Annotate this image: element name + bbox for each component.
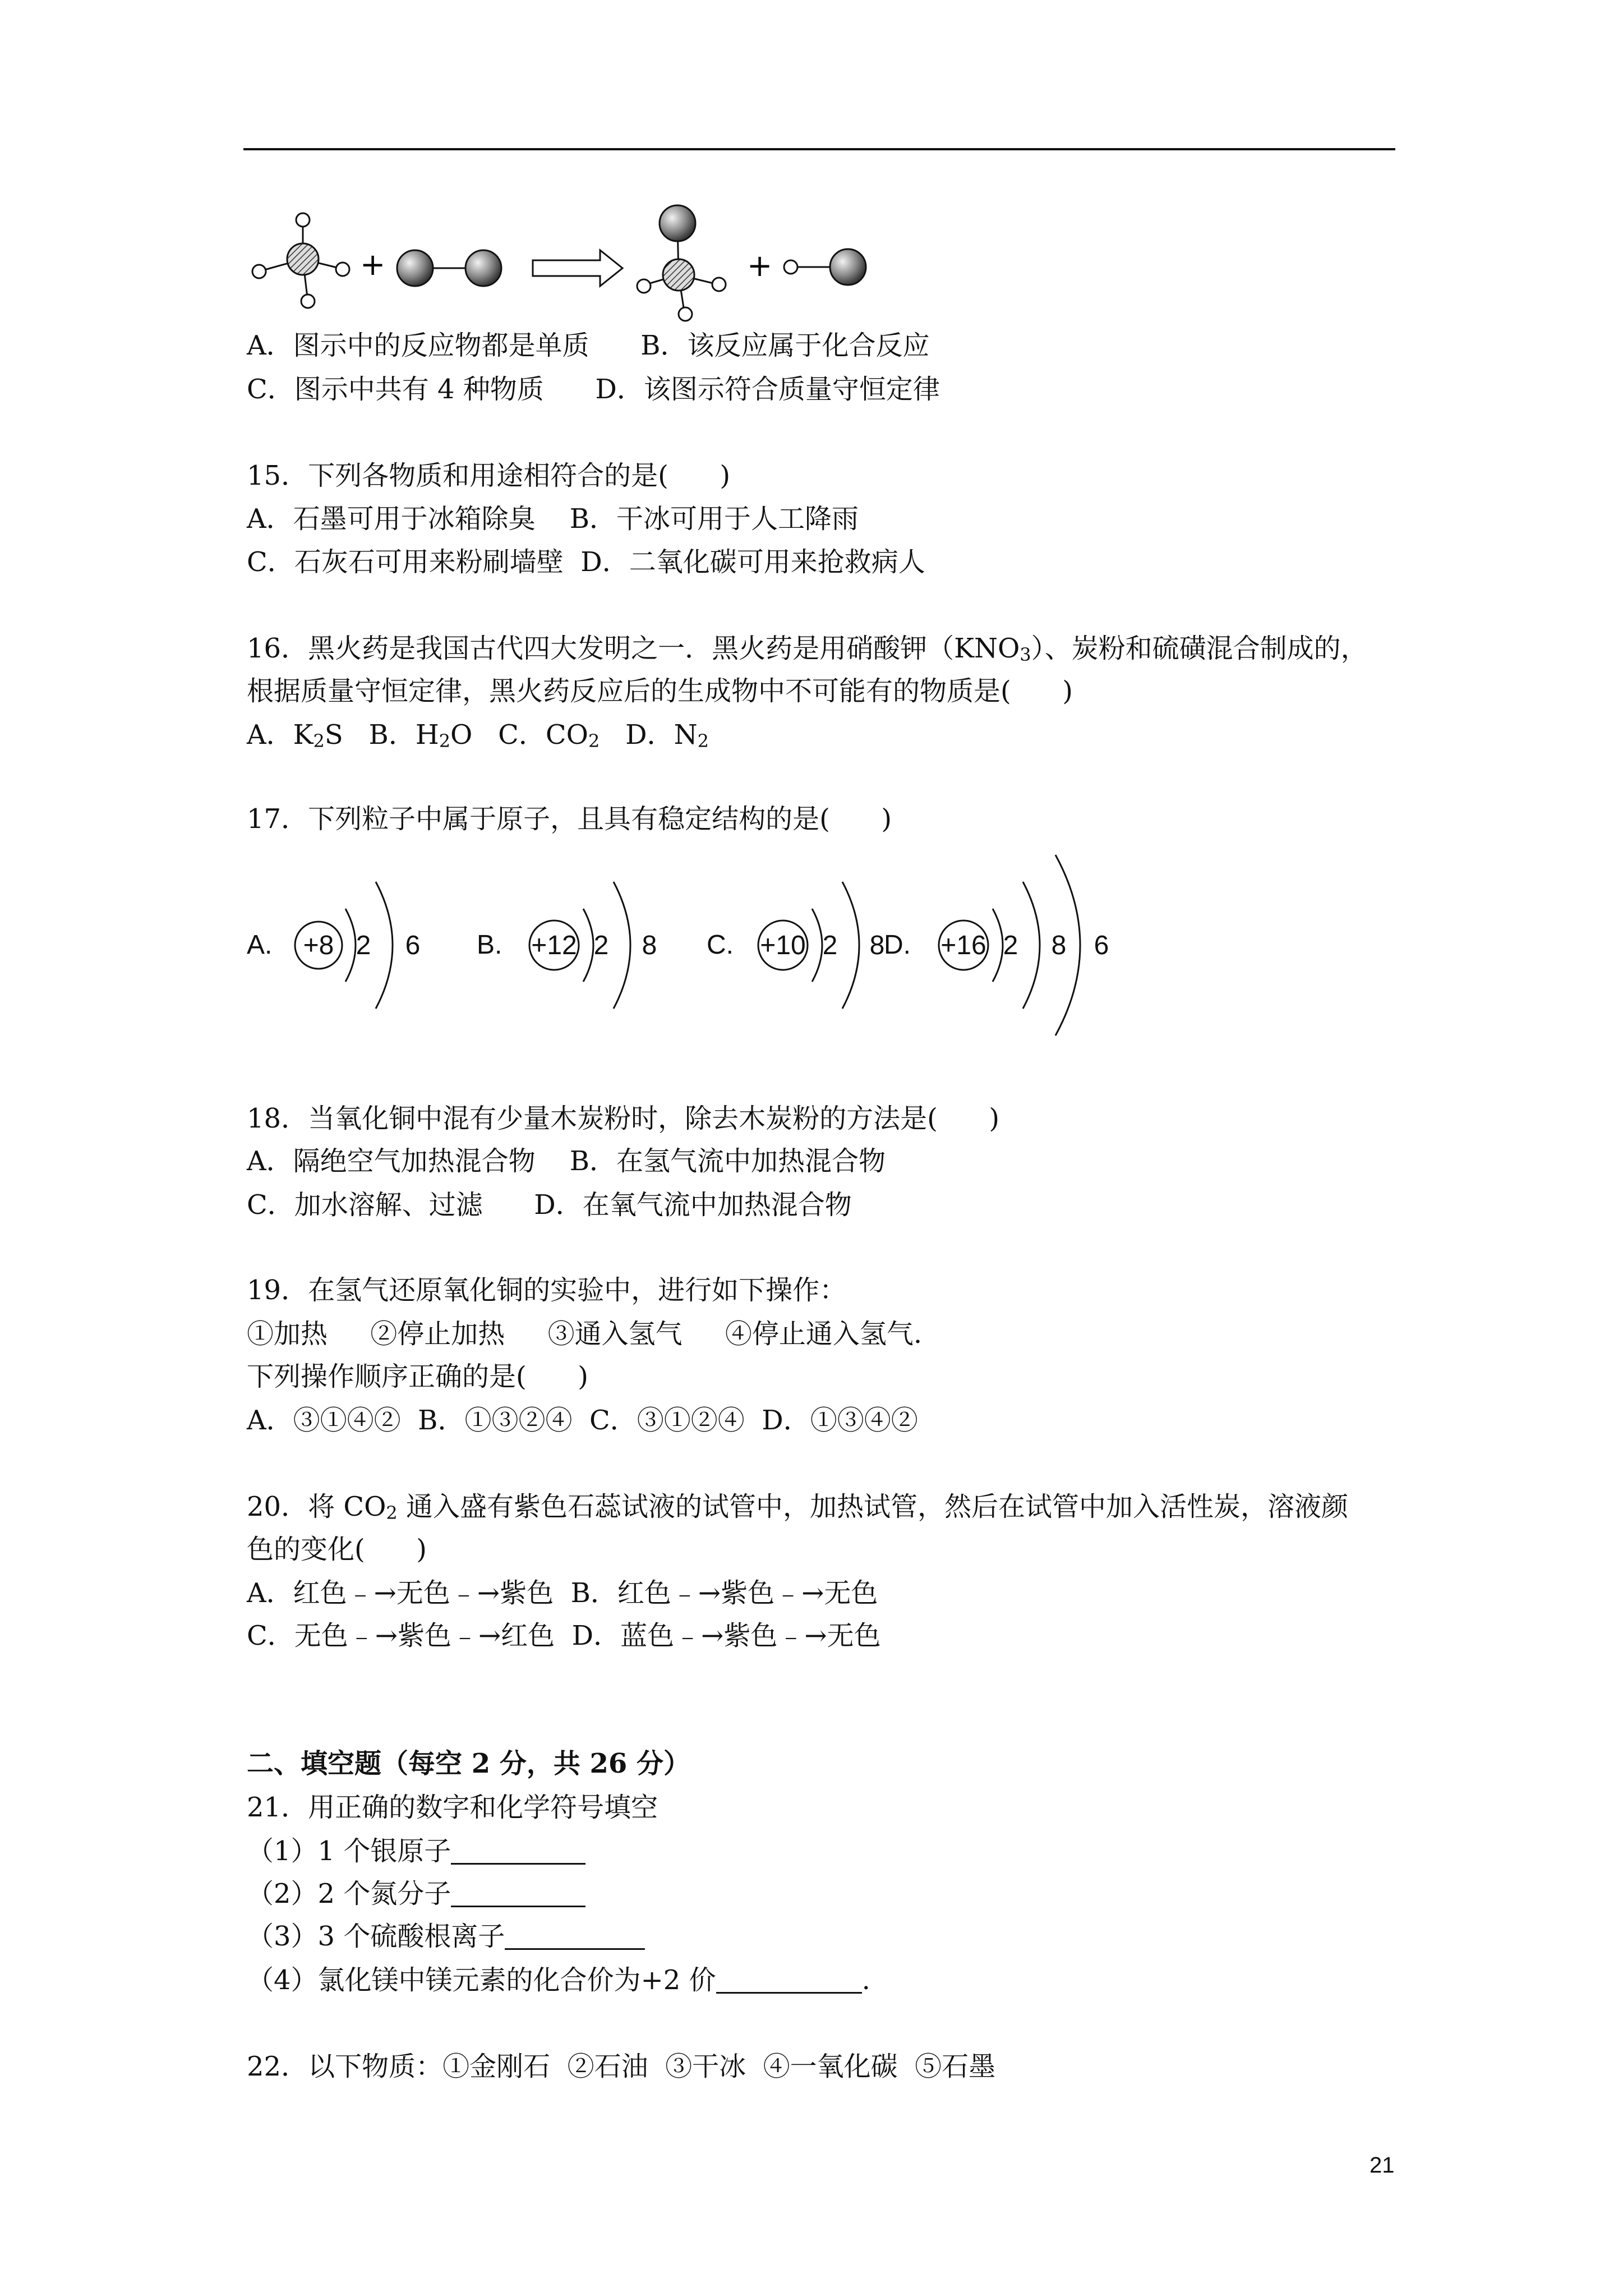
nucleus-charge: +12 <box>531 931 577 960</box>
q21-item-3: （3）3 个硫酸根离子 <box>247 1921 645 1952</box>
q15-stem: 15．下列各物质和用途相符合的是( ) <box>247 460 731 491</box>
atom-option-a <box>247 882 420 1009</box>
nucleus-charge: +10 <box>760 931 806 960</box>
q20-stem-line1: 20．将 $CO_2$ 通入盛有紫色石蕊试液的试管中，加热试管，然后在试管中加入活性炭，溶液颜 <box>247 1491 1349 1524</box>
nucleus-charge: +16 <box>940 931 986 960</box>
q19-options: A．③①④② B．①③②④ C．③①②④ D．①③④② <box>247 1405 918 1436</box>
shell-count: 2 <box>1003 931 1018 960</box>
nucleus-charge: +8 <box>303 931 334 960</box>
shell-count: 2 <box>822 931 838 960</box>
shell-count: 6 <box>405 931 421 960</box>
q21-stem: 21．用正确的数字和化学符号填空 <box>247 1792 658 1823</box>
answer-blank[interactable] <box>451 1881 585 1907</box>
reaction-arrow-icon <box>533 250 623 286</box>
q20-options-ab: A．红色﹣→无色﹣→紫色 B．红色﹣→紫色﹣→无色 <box>247 1577 878 1609</box>
shell-count: 2 <box>593 931 609 960</box>
molecule-chloromethane <box>637 205 726 321</box>
q19-stem: 19．在氢气还原氧化铜的实验中，进行如下操作： <box>247 1274 847 1306</box>
atom-option-c <box>707 882 884 1009</box>
section-heading: 二、填空题（每空 2 分，共 26 分） <box>247 1748 691 1779</box>
option-letter: A. <box>247 930 273 960</box>
molecule-hydrogen-chloride <box>784 249 866 285</box>
q14-options-cd: C．图示中共有 4 种物质 D．该图示符合质量守恒定律 <box>247 374 940 405</box>
q20-options-cd: C．无色﹣→紫色﹣→红色 D．蓝色﹣→紫色﹣→无色 <box>247 1620 881 1651</box>
atom-option-b <box>477 882 657 1009</box>
atom-structure-diagrams <box>241 841 1138 1060</box>
q18-options-cd: C．加水溶解、过滤 D．在氧气流中加热混合物 <box>247 1189 852 1221</box>
q20-stem-line2: 色的变化( ) <box>247 1534 427 1565</box>
option-letter: D. <box>884 930 911 960</box>
answer-blank[interactable] <box>505 1924 645 1950</box>
q19-ask: 下列操作顺序正确的是( ) <box>247 1361 589 1392</box>
shell-count: 8 <box>869 931 885 960</box>
q21-item-2: （2）2 个氮分子 <box>247 1878 585 1910</box>
q14-options-ab: A．图示中的反应物都是单质 B．该反应属于化合反应 <box>247 330 930 361</box>
q22-stem: 22．以下物质：①金刚石 ②石油 ③干冰 ④一氧化碳 ⑤石墨 <box>247 2051 996 2082</box>
page-number: 21 <box>1370 2153 1395 2178</box>
shell-count: 6 <box>1094 931 1109 960</box>
q21-item-1: （1）1 个银原子 <box>247 1835 585 1867</box>
plus-sign: + <box>360 247 386 282</box>
q19-operations: ①加热 ②停止加热 ③通入氢气 ④停止通入氢气. <box>247 1318 923 1350</box>
q15-options-ab: A．石墨可用于冰箱除臭 B．干冰可用于人工降雨 <box>247 503 859 535</box>
q18-stem: 18．当氧化铜中混有少量木炭粉时，除去木炭粉的方法是( ) <box>247 1103 1000 1134</box>
option-letter: B. <box>477 930 502 960</box>
plus-sign: + <box>747 248 773 283</box>
atom-option-d <box>884 855 1109 1036</box>
reaction-diagram <box>241 196 880 325</box>
q15-options-cd: C．石灰石可用来粉刷墙壁 D．二氧化碳可用来抢救病人 <box>247 546 925 578</box>
shell-count: 8 <box>1051 931 1067 960</box>
header-rule <box>243 148 1395 150</box>
q18-options-ab: A．隔绝空气加热混合物 B．在氢气流中加热混合物 <box>247 1145 886 1177</box>
answer-blank[interactable] <box>451 1838 585 1865</box>
q16-options: A．$K_2S$ B．$H_2O$ C．$CO_2$ D．$N_2$ <box>247 719 709 752</box>
option-letter: C. <box>707 930 734 960</box>
molecule-methane <box>252 213 349 308</box>
q17-stem: 17．下列粒子中属于原子，且具有稳定结构的是( ) <box>247 803 892 835</box>
shell-count: 2 <box>356 931 371 960</box>
answer-blank[interactable] <box>716 1967 862 1994</box>
q16-stem-line2: 根据质量守恒定律，黑火药反应后的生成物中不可能有的物质是( ) <box>247 675 1073 707</box>
molecule-chlorine <box>397 250 501 286</box>
shell-count: 8 <box>642 931 657 960</box>
q16-stem-line1: 16．黑火药是我国古代四大发明之一．黑火药是用硝酸钾$(KNO_3)$、炭粉和硫磺混合制成的， <box>247 633 1368 665</box>
q21-item-4: （4）氯化镁中镁元素的化合价为+2 价 . <box>247 1964 870 1996</box>
